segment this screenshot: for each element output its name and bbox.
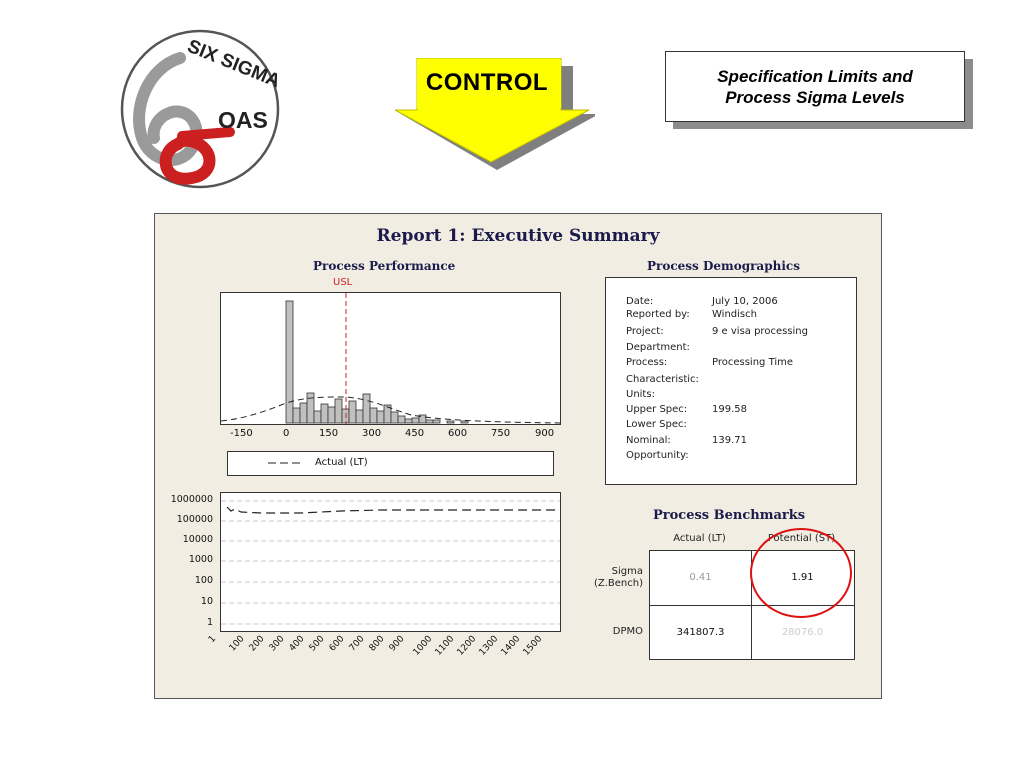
demo-value: 139.71 bbox=[712, 435, 747, 446]
demo-row-project bbox=[626, 326, 808, 337]
sigma-potential-value: 1.91 bbox=[791, 572, 814, 583]
demo-key: Units: bbox=[626, 389, 655, 400]
executive-summary-report bbox=[154, 213, 882, 699]
hist-xtick: 900 bbox=[535, 428, 555, 439]
logo-six-sigma-text: SIX SIGMA bbox=[184, 35, 283, 93]
hist-xtick: 450 bbox=[405, 428, 425, 439]
demo-value: Processing Time bbox=[712, 357, 794, 368]
demo-key: Process: bbox=[626, 357, 668, 368]
slide-title-line1: Specification Limits and bbox=[717, 66, 913, 86]
demo-row-department bbox=[626, 342, 712, 353]
ctrl-xtick: 300 bbox=[267, 634, 287, 654]
demo-row-characteristic bbox=[626, 374, 712, 385]
demo-key: Reported by: bbox=[626, 309, 690, 320]
report-title: Report 1: Executive Summary bbox=[376, 226, 660, 246]
demo-value: 199.58 bbox=[712, 404, 747, 415]
sigma-actual-value: 0.41 bbox=[689, 572, 712, 583]
legend-label: Actual (LT) bbox=[315, 457, 368, 468]
ctrl-ytick: 1000000 bbox=[170, 494, 213, 505]
bench-row-sigma bbox=[573, 566, 643, 590]
ctrl-xtick: 1 bbox=[206, 634, 219, 645]
ctrl-ytick: 1000 bbox=[188, 554, 213, 565]
control-label: CONTROL bbox=[425, 69, 549, 96]
ctrl-ytick: 100000 bbox=[176, 514, 213, 525]
ctrl-ytick: 10 bbox=[200, 596, 213, 607]
logo-oas-text: OAS bbox=[218, 107, 268, 133]
bench-col-actual: Actual (LT) bbox=[673, 533, 726, 544]
demo-key: Project: bbox=[626, 326, 664, 337]
bench-col-potential: Potential (ST) bbox=[767, 533, 836, 544]
demo-row-date bbox=[626, 296, 778, 307]
performance-title: Process Performance bbox=[313, 259, 456, 273]
ctrl-xtick: 400 bbox=[287, 634, 307, 654]
bench-row-sigma-label: Sigma bbox=[611, 566, 643, 577]
ctrl-xtick: 1200 bbox=[455, 634, 479, 658]
hist-xtick: 300 bbox=[362, 428, 382, 439]
demographics-title: Process Demographics bbox=[647, 259, 800, 273]
ctrl-xtick: 1300 bbox=[477, 634, 501, 658]
demo-value: July 10, 2006 bbox=[712, 296, 778, 307]
benchmarks-title: Process Benchmarks bbox=[653, 508, 806, 523]
demo-row-lower-spec bbox=[626, 419, 712, 430]
slide-title-line2: Process Sigma Levels bbox=[725, 87, 905, 107]
demo-row-opportunity bbox=[626, 450, 712, 461]
sigma-trend-chart bbox=[220, 492, 561, 632]
demo-key: Characteristic: bbox=[626, 374, 699, 385]
demo-key: Opportunity: bbox=[626, 450, 689, 461]
demo-value: 9 e visa processing bbox=[712, 326, 808, 337]
demo-value: Windisch bbox=[712, 309, 757, 320]
bench-row-dpmo: DPMO bbox=[612, 626, 643, 637]
dpmo-potential-value: 28076.0 bbox=[781, 627, 824, 638]
hist-xtick: 150 bbox=[319, 428, 339, 439]
demo-row-units bbox=[626, 389, 712, 400]
demo-key: Nominal: bbox=[626, 435, 671, 446]
demo-row-reported-by bbox=[626, 309, 757, 320]
ctrl-ytick: 100 bbox=[194, 575, 213, 586]
demo-key: Date: bbox=[626, 296, 654, 307]
ctrl-ytick: 1 bbox=[206, 617, 213, 628]
ctrl-xtick: 1500 bbox=[521, 634, 545, 658]
dpmo-actual-value: 341807.3 bbox=[676, 627, 725, 638]
ctrl-xtick: 900 bbox=[387, 634, 407, 654]
highlight-circle bbox=[750, 528, 852, 618]
demo-key: Upper Spec: bbox=[626, 404, 688, 415]
histogram-chart bbox=[220, 292, 561, 425]
six-sigma-oas-logo bbox=[118, 28, 283, 190]
ctrl-xtick: 700 bbox=[347, 634, 367, 654]
demo-row-upper-spec bbox=[626, 404, 747, 415]
control-arrow bbox=[395, 58, 595, 170]
hist-xtick: 600 bbox=[448, 428, 468, 439]
ctrl-xtick: 1000 bbox=[411, 634, 435, 658]
ctrl-xtick: 200 bbox=[247, 634, 267, 654]
ctrl-xtick: 1400 bbox=[499, 634, 523, 658]
hist-xtick: -150 bbox=[230, 428, 253, 439]
hist-xtick: 750 bbox=[491, 428, 511, 439]
ctrl-xtick: 500 bbox=[307, 634, 327, 654]
demographics-panel bbox=[605, 277, 857, 485]
ctrl-xtick: 100 bbox=[227, 634, 247, 654]
ctrl-xtick: 800 bbox=[367, 634, 387, 654]
histogram-legend bbox=[227, 451, 554, 476]
ctrl-xtick: 1100 bbox=[433, 634, 457, 658]
bench-row-sigma-sub: (Z.Bench) bbox=[593, 578, 643, 589]
ctrl-ytick: 10000 bbox=[182, 534, 213, 545]
ctrl-xtick: 600 bbox=[327, 634, 347, 654]
hist-xtick: 0 bbox=[283, 428, 290, 439]
demo-key: Lower Spec: bbox=[626, 419, 687, 430]
slide-title-box bbox=[665, 51, 965, 122]
demo-row-nominal bbox=[626, 435, 747, 446]
usl-label: USL bbox=[333, 277, 353, 288]
slide-title bbox=[717, 66, 913, 108]
demo-row-process bbox=[626, 357, 793, 368]
demo-key: Department: bbox=[626, 342, 690, 353]
